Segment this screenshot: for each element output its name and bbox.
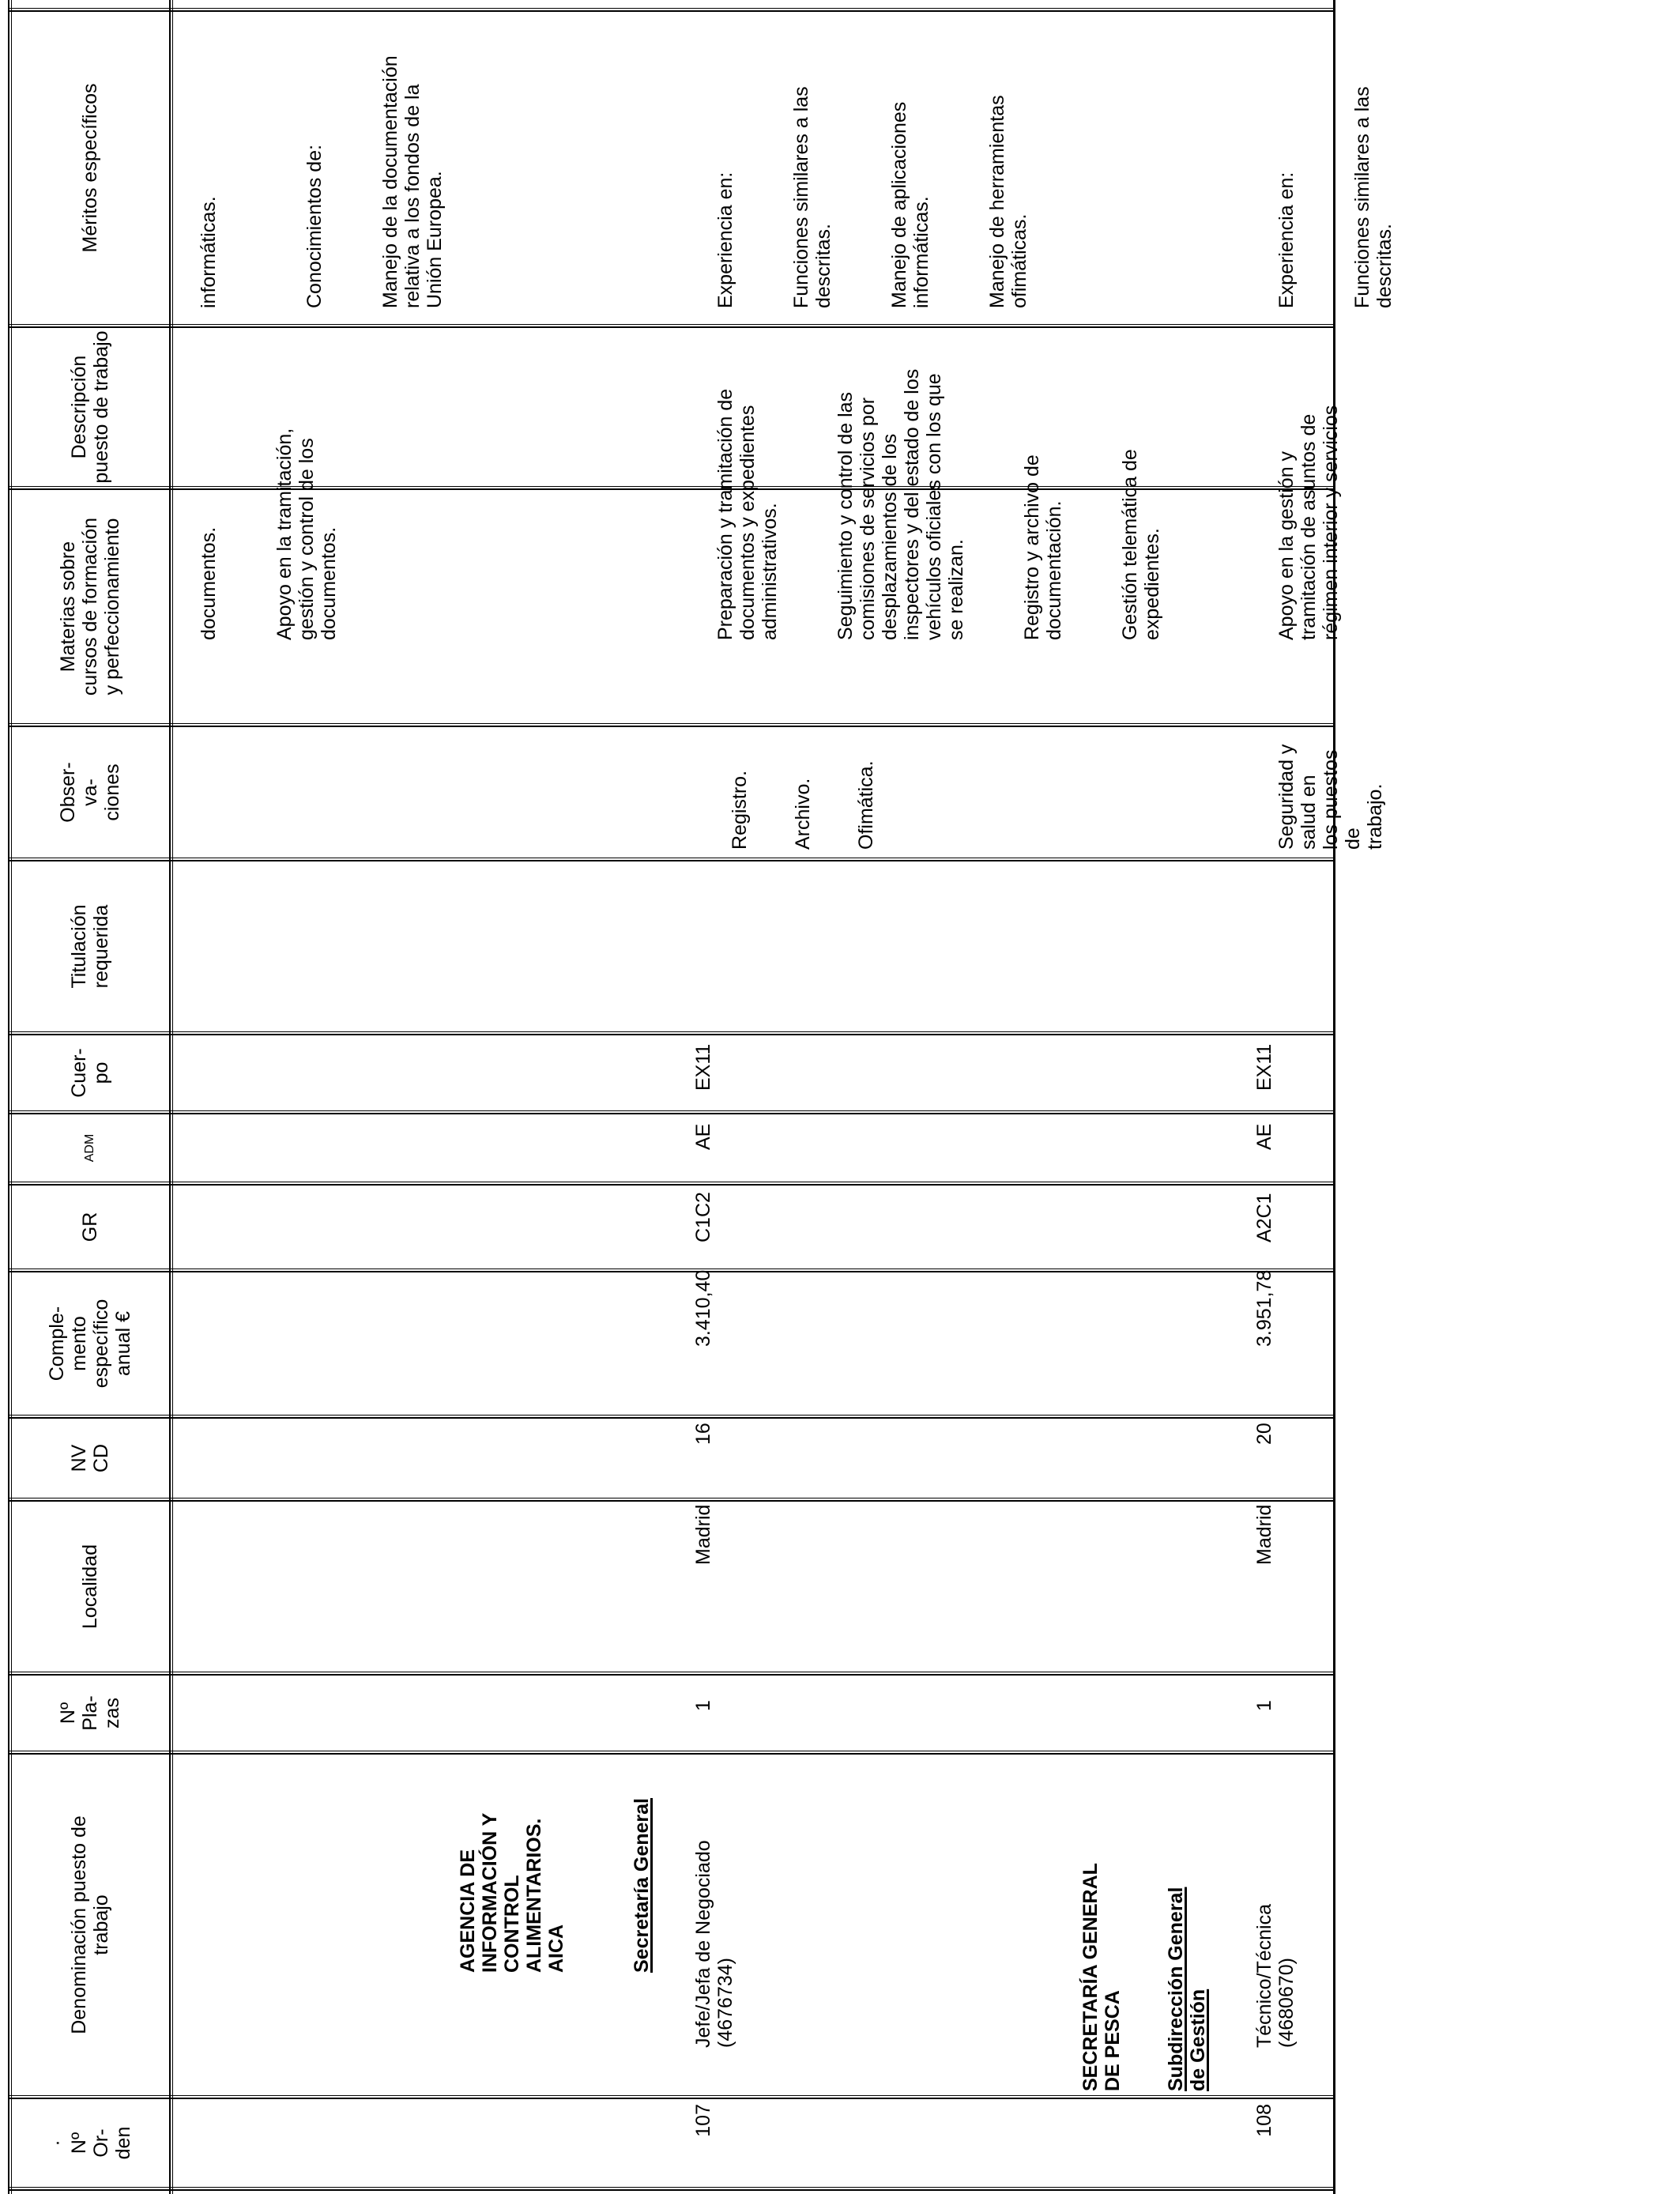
header-plazas: Nº Pla- zas xyxy=(57,1695,123,1731)
row-107-grupo: C1C2 xyxy=(692,1192,714,1242)
row-107-meritos xyxy=(692,16,1053,308)
column-divider xyxy=(8,2098,1335,2099)
row-108-materias xyxy=(1253,727,1408,850)
row-107-orden: 107 xyxy=(692,2104,714,2137)
row-107-cuerpo: EX11 xyxy=(692,1043,714,1091)
column-divider xyxy=(8,1034,1335,1035)
row-108-nivel: 20 xyxy=(1253,1423,1275,1445)
column-divider xyxy=(8,726,1335,727)
header-descripcion: Descripción puesto de trabajo xyxy=(68,330,112,484)
header-cuerpo: Cuer- po xyxy=(68,1048,112,1098)
column-divider xyxy=(8,1674,1335,1676)
section-title-aica: AGENCIA DE INFORMACIÓN Y CONTROL ALIMENTARIOS. AICA xyxy=(457,1812,567,1973)
continuation-meritos xyxy=(175,0,468,308)
row-108-grupo: A2C1 xyxy=(1253,1193,1275,1242)
header-orden: · Nº Or- den xyxy=(46,2126,134,2160)
header-meritos: Méritos específicos xyxy=(79,83,101,253)
header-materias: Materias sobre cursos de formación y perfeccionamiento xyxy=(57,517,123,696)
text-paragraph: Seguridad y salud en los puestos de trabajo. xyxy=(1275,744,1386,850)
row-107-plazas: 1 xyxy=(692,1700,714,1711)
row-107-localidad: Madrid xyxy=(692,1504,714,1565)
row-108-orden: 108 xyxy=(1253,2104,1275,2137)
row-108-meritos xyxy=(1253,16,1418,308)
text-paragraph: Apoyo en la gestión y tramitación de asuntos de régimen interior y servicios xyxy=(1275,405,1342,640)
header-adm: ADM xyxy=(83,1133,97,1163)
row-108-denominacion: Técnico/Técnica (4680670) xyxy=(1253,1903,1298,2048)
text-paragraph: Funciones similares a las descritas. xyxy=(790,86,834,308)
row-108-plazas: 1 xyxy=(1253,1700,1275,1711)
column-divider xyxy=(8,2095,1335,2096)
text-paragraph: documentos. xyxy=(198,526,220,640)
column-divider xyxy=(8,1184,1335,1186)
column-divider xyxy=(8,860,1335,861)
text-paragraph: Experiencia en: xyxy=(714,172,736,308)
text-paragraph: Conocimientos de: xyxy=(303,144,326,308)
text-paragraph: Archivo. xyxy=(792,778,814,850)
text-paragraph: Manejo de aplicaciones informáticas. xyxy=(888,101,932,308)
row-107-complemento: 3.410,40 xyxy=(692,1269,714,1347)
column-divider xyxy=(8,1031,1335,1032)
column-divider xyxy=(8,1753,1335,1755)
row-107-descripcion xyxy=(692,328,1185,640)
header-observaciones: Obser- va- ciones xyxy=(57,762,123,823)
row-107-denominacion: Jefe/Jefa de Negociado (4676734) xyxy=(692,1840,736,2048)
column-divider xyxy=(8,2187,1335,2188)
column-divider xyxy=(8,1271,1335,1272)
column-divider xyxy=(8,1110,1335,1111)
header-separator-inner xyxy=(172,0,173,2194)
text-paragraph: Funciones similares a las descritas. xyxy=(1351,86,1396,308)
text-paragraph: Registro y archivo de documentación. xyxy=(1021,454,1065,640)
text-paragraph: Gestión telemática de expedientes. xyxy=(1119,449,1163,640)
header-separator xyxy=(169,0,171,2194)
header-titulacion: Titulación requerida xyxy=(68,904,112,989)
text-paragraph: Preparación y tramitación de documentos y expedientes administrativos. xyxy=(714,388,781,640)
row-107-adm: AE xyxy=(692,1123,714,1150)
column-divider xyxy=(8,2189,1335,2191)
text-paragraph: Apoyo en la tramitación, gestión y control de los documentos. xyxy=(273,428,340,640)
text-paragraph: Registro. xyxy=(729,770,751,850)
text-paragraph: Manejo de herramientas ofimáticas. xyxy=(986,95,1030,308)
header-denominacion: Denominación puesto de trabajo xyxy=(68,1815,112,2034)
row-108-cuerpo: EX11 xyxy=(1253,1043,1275,1091)
header-complemento: Comple- mento específico anual € xyxy=(46,1299,134,1389)
text-paragraph: informáticas. xyxy=(198,196,220,308)
row-108-adm: AE xyxy=(1253,1123,1275,1150)
header-nivel: NV CD xyxy=(68,1443,112,1473)
column-divider xyxy=(8,1500,1335,1502)
column-divider xyxy=(8,1113,1335,1114)
row-107-nivel: 16 xyxy=(692,1423,714,1445)
column-divider xyxy=(8,324,1335,325)
column-divider xyxy=(8,723,1335,724)
column-divider xyxy=(8,1415,1335,1416)
header-grupo: GR xyxy=(79,1212,101,1242)
text-paragraph: Manejo de la documentación relativa a los fondos de la Unión Europea. xyxy=(379,55,446,308)
row-108-localidad: Madrid xyxy=(1253,1504,1275,1565)
row-108-complemento: 3.951,78 xyxy=(1253,1269,1275,1347)
table-top-border xyxy=(8,0,9,2194)
section-title-pesca: SECRETARÍA GENERAL DE PESCA xyxy=(1079,1863,1124,2091)
continuation-descripcion xyxy=(175,332,362,640)
text-paragraph: Seguimiento y control de las comisiones de servicios por desplazamientos de los inspectores y del estado de los vehículos oficiales con los que se realizan. xyxy=(834,368,967,640)
section-subtitle-secretaria: Secretaría General xyxy=(631,1798,653,1973)
text-paragraph: Ofimática. xyxy=(855,760,877,850)
section-subtitle-gestion: Subdirección General de Gestión xyxy=(1165,1887,1209,2091)
row-108-descripcion xyxy=(1253,328,1364,640)
row-107-materias xyxy=(692,727,913,850)
column-divider xyxy=(8,1417,1335,1419)
header-localidad: Localidad xyxy=(79,1544,101,1630)
text-paragraph: Experiencia en: xyxy=(1275,172,1298,308)
